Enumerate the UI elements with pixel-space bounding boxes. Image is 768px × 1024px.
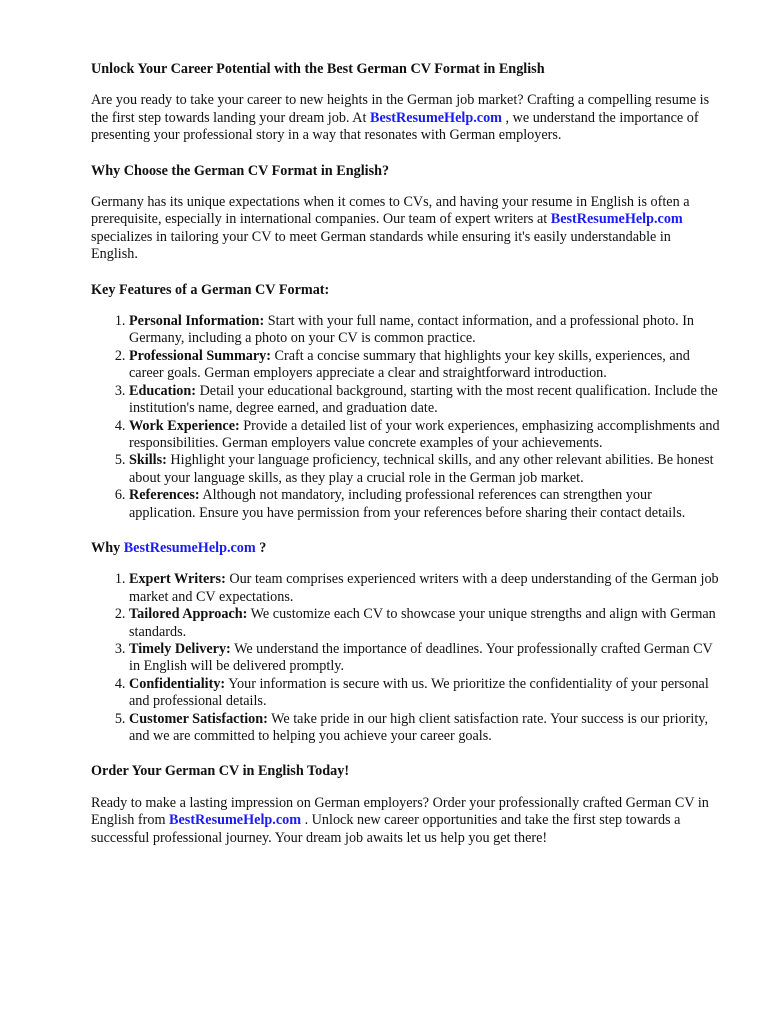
feature-text: Craft a concise summary that highlights your key skills, experiences, and career goals. German employers appreciate a clear and straightforward introduction.: [129, 347, 690, 382]
why-text-2: specializes in tailoring your CV to meet German standards while ensuring it's easily understandable in English.: [91, 228, 671, 263]
list-item: [129, 606, 720, 641]
list-item: [129, 418, 720, 453]
feature-term: Work Experience:: [129, 417, 240, 434]
feature-term: Professional Summary:: [129, 347, 271, 364]
order-heading: Order Your German CV in English Today!: [91, 763, 350, 780]
why-text-1: Germany has its unique expectations when it comes to CVs, and having your resume in English is often a prerequisite, especially in international companies. Our team of expert writers at: [91, 194, 690, 228]
feature-text: Although not mandatory, including professional references can strengthen your application. Ensure you have permission from your references before sharing their contact details.: [129, 487, 686, 521]
reason-term: Timely Delivery:: [129, 640, 231, 657]
bestresumehelp-link[interactable]: BestResumeHelp.com: [369, 109, 502, 126]
list-item: [129, 571, 720, 606]
reason-text: Our team comprises experienced writers with a deep understanding of the German job market and CV expectations.: [129, 571, 719, 605]
bestresumehelp-link[interactable]: BestResumeHelp.com: [169, 812, 302, 829]
feature-text: Start with your full name, contact information, and a professional photo. In Germany, including a photo on your CV is common practice.: [129, 313, 695, 347]
reason-text: We understand the importance of deadlines. Your professionally crafted German CV in English will be delivered promptly.: [129, 640, 713, 675]
intro-text-2: , we understand the importance of presenting your professional story in a way that resonates with German employers.: [91, 109, 699, 144]
why-us-prefix: Why: [91, 539, 124, 556]
feature-term: References:: [129, 487, 200, 504]
feature-text: Detail your educational background, starting with the most recent qualification. Include the institution's name, degree earned, and graduation date.: [129, 382, 718, 417]
features-heading: Key Features of a German CV Format:: [91, 281, 330, 298]
feature-term: Personal Information:: [129, 313, 265, 330]
order-paragraph: [91, 795, 720, 847]
reason-term: Tailored Approach:: [129, 606, 248, 623]
feature-text: Provide a detailed list of your work experiences, emphasizing accomplishments and responsibilities. German employers value concrete examples of your achievements.: [129, 417, 720, 451]
order-text-1: Ready to make a lasting impression on German employers? Order your professionally crafted German CV in English from: [91, 794, 709, 829]
feature-term: Education:: [129, 382, 197, 399]
reason-text: We take pride in our high client satisfaction rate. Your success is our priority, and we are committed to helping you achieve your career goals.: [129, 710, 708, 744]
list-item: [129, 313, 720, 348]
reason-text: We customize each CV to showcase your unique strengths and align with German standards.: [129, 606, 716, 640]
list-item: [129, 711, 720, 746]
intro-paragraph: [91, 92, 720, 144]
list-item: [129, 641, 720, 676]
reason-term: Expert Writers:: [129, 571, 226, 588]
feature-text: Highlight your language proficiency, technical skills, and any other relevant abilities. Be honest about your language skills, as they play a crucial role in the German job market.: [129, 452, 714, 486]
intro-text-1: Are you ready to take your career to new heights in the German job market? Crafting a compelling resume is the first step towards landing your dream job. At: [91, 92, 710, 126]
bestresumehelp-link[interactable]: BestResumeHelp.com: [123, 539, 256, 556]
list-item: [129, 383, 720, 418]
why-paragraph: [91, 194, 720, 264]
why-us-heading: [91, 540, 720, 557]
why-us-suffix: ?: [255, 539, 267, 556]
list-item: [129, 676, 720, 711]
list-item: [129, 487, 720, 522]
reason-term: Confidentiality:: [129, 675, 226, 692]
reason-text: Your information is secure with us. We prioritize the confidentiality of your personal and professional details.: [129, 675, 709, 710]
why-heading: Why Choose the German CV Format in English?: [91, 162, 390, 179]
features-list: [91, 313, 720, 522]
page-title: Unlock Your Career Potential with the Best German CV Format in English: [91, 61, 545, 77]
order-text-2: . Unlock new career opportunities and take the first step towards a successful professional journey. Your dream job awaits let us help you get there!: [91, 812, 681, 846]
reasons-list: [91, 571, 720, 745]
list-item: [129, 348, 720, 383]
bestresumehelp-link[interactable]: BestResumeHelp.com: [550, 211, 683, 228]
list-item: [129, 452, 720, 487]
feature-term: Skills:: [129, 452, 167, 469]
reason-term: Customer Satisfaction:: [129, 710, 268, 727]
